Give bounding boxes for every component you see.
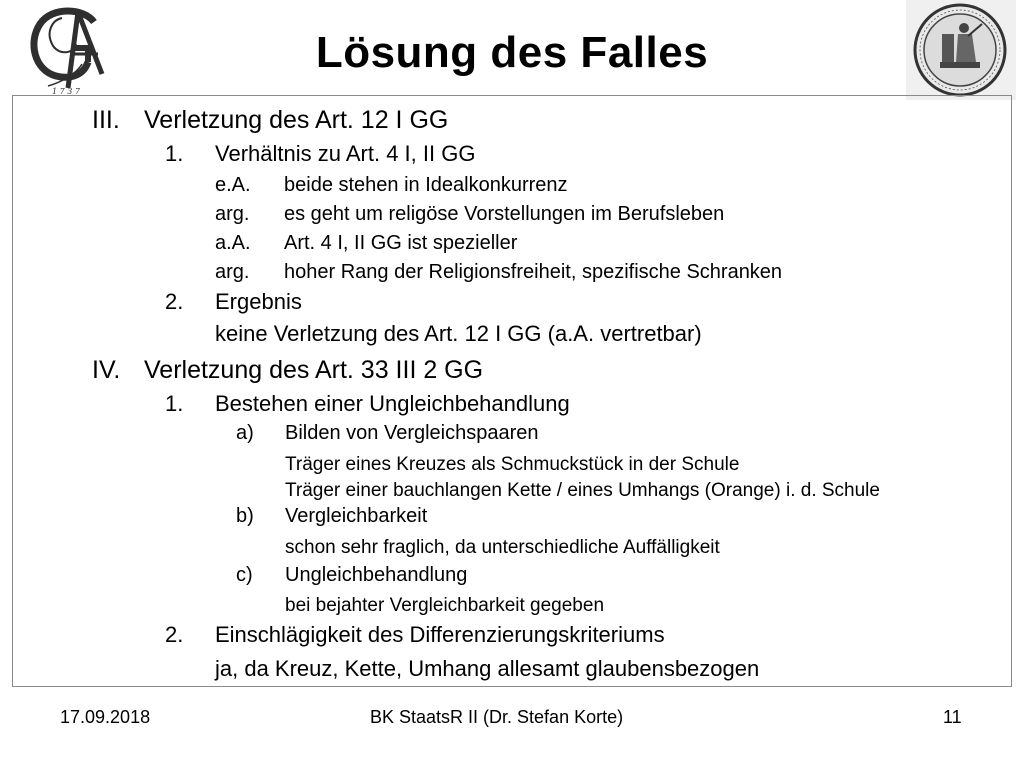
argument-label: a.A. xyxy=(215,232,251,254)
footer-date: 17.09.2018 xyxy=(60,707,151,727)
subsection-c-title: Ungleichbehandlung xyxy=(285,564,468,586)
subsection-a-label: a) xyxy=(236,422,254,444)
section-3-number: III. xyxy=(92,106,120,134)
subsection-b-title: Vergleichbarkeit xyxy=(285,505,428,527)
subsection-b-heading xyxy=(236,505,428,528)
section-4-title: Verletzung des Art. 33 III 2 GG xyxy=(144,356,484,384)
argument-label: arg. xyxy=(215,261,250,283)
argument-text: hoher Rang der Religionsfreiheit, spezifische Schranken xyxy=(284,261,783,283)
section-3-2-heading xyxy=(165,289,302,315)
argument-line xyxy=(215,174,568,197)
subsection-a-heading xyxy=(236,422,539,445)
section-3-1-heading xyxy=(165,141,476,167)
subsection-b-line: schon sehr fraglich, da unterschiedliche Auffälligkeit xyxy=(285,537,720,558)
section-4-2-title: Einschlägigkeit des Differenzierungskriteriums xyxy=(215,622,665,647)
argument-line xyxy=(215,232,518,255)
section-4-number: IV. xyxy=(92,356,121,384)
subsection-a-line: Träger einer bauchlangen Kette / eines Umhangs (Orange) i. d. Schule xyxy=(285,480,880,501)
argument-label: e.A. xyxy=(215,174,251,196)
section-4-heading xyxy=(92,356,484,385)
section-3-heading xyxy=(92,106,449,135)
section-3-2-body: keine Verletzung des Art. 12 I GG (a.A. vertretbar) xyxy=(215,321,702,346)
section-3-1-number: 1. xyxy=(165,141,184,166)
slide-title: Lösung des Falles xyxy=(315,28,709,77)
footer-center: BK StaatsR II (Dr. Stefan Korte) xyxy=(370,707,624,727)
argument-line xyxy=(215,261,783,284)
section-3-2-title: Ergebnis xyxy=(215,289,302,314)
svg-text:1 7 3 7: 1 7 3 7 xyxy=(52,87,80,96)
argument-label: arg. xyxy=(215,203,250,225)
argument-text: es geht um religöse Vorstellungen im Berufsleben xyxy=(284,203,725,225)
subsection-c-heading xyxy=(236,564,468,587)
section-4-2-body: ja, da Kreuz, Kette, Umhang allesamt glaubensbezogen xyxy=(215,656,760,681)
argument-text: beide stehen in Idealkonkurrenz xyxy=(284,174,568,196)
argument-text: Art. 4 I, II GG ist spezieller xyxy=(284,232,518,254)
subsection-b-label: b) xyxy=(236,505,254,527)
subsection-a-line: Träger eines Kreuzes als Schmuckstück in der Schule xyxy=(285,454,740,475)
argument-line xyxy=(215,203,725,226)
section-4-1-heading xyxy=(165,391,570,417)
section-3-2-number: 2. xyxy=(165,289,184,314)
section-3-title: Verletzung des Art. 12 I GG xyxy=(144,106,449,134)
section-3-1-title: Verhältnis zu Art. 4 I, II GG xyxy=(215,141,476,166)
subsection-a-title: Bilden von Vergleichspaaren xyxy=(285,422,539,444)
footer-page-number: 11 xyxy=(943,707,962,727)
section-4-2-heading xyxy=(165,622,665,648)
section-4-1-title: Bestehen einer Ungleichbehandlung xyxy=(215,391,570,416)
section-4-2-number: 2. xyxy=(165,622,184,647)
subsection-c-line: bei bejahter Vergleichbarkeit gegeben xyxy=(285,595,605,616)
subsection-c-label: c) xyxy=(236,564,253,586)
section-4-1-number: 1. xyxy=(165,391,184,416)
